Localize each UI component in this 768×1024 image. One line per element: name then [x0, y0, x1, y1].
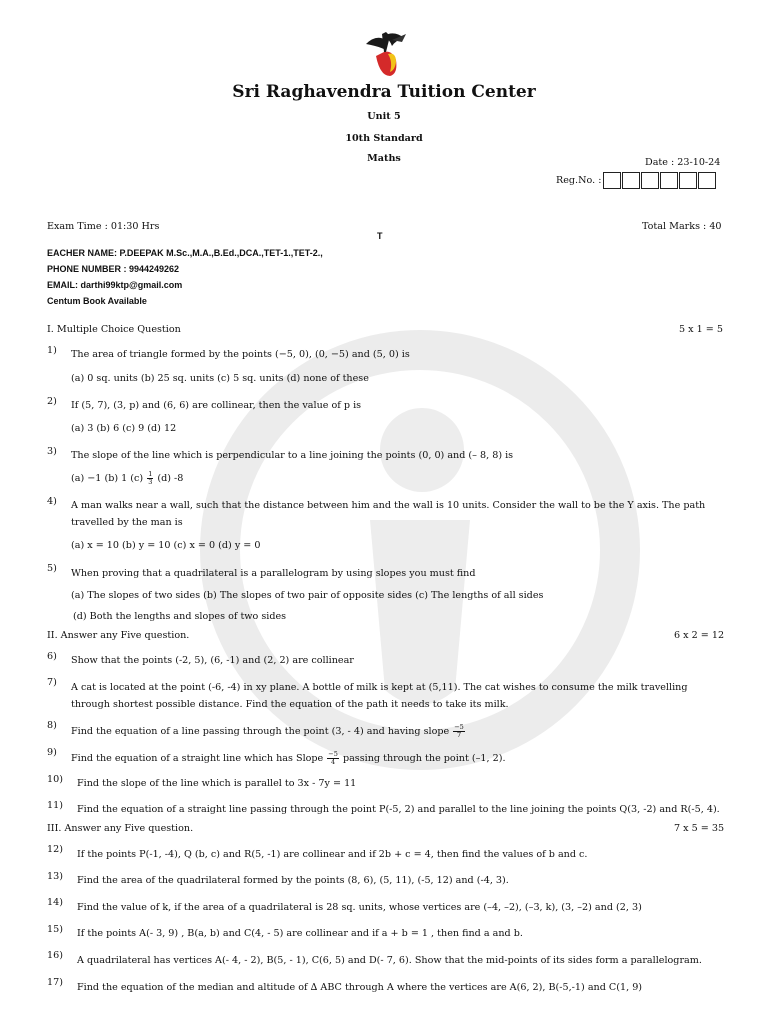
teacher-initial: T [377, 231, 383, 241]
question-number: 11) [47, 800, 63, 811]
reg-no-box[interactable] [660, 172, 678, 189]
reg-no-box[interactable] [698, 172, 716, 189]
question-text: through shortest possible distance. Find the equation of the path it needs to take its milk. [71, 699, 509, 710]
question-number: 14) [47, 897, 63, 908]
question-text: The slope of the line which is perpendicular to a line joining the points (0, 0) and (– 8, 8) is [71, 450, 514, 461]
question-text: Find the equation of a line passing through the point (3, - 4) and having slope $\frac{-5}{7}$ [71, 723, 464, 739]
question-text: A man walks near a wall, such that the distance between him and the wall is 10 units. Consider the wall to be the Y axis. The path [71, 500, 706, 511]
question-text: A cat is located at the point (-6, -4) in xy plane. A bottle of milk is kept at (5,11). The cat wishes to consume the milk travelling [71, 682, 688, 693]
section-title: I. Multiple Choice Question [47, 324, 181, 335]
question-number: 17) [47, 977, 63, 988]
teacher-name: EACHER NAME: P.DEEPAK M.Sc.,M.A.,B.Ed.,DCA.,TET-1.,TET-2., [47, 248, 323, 258]
email: EMAIL: darthi99ktp@gmail.com [47, 280, 183, 290]
reg-no-label: Reg.No. : [556, 175, 602, 186]
unit-label: Unit 5 [367, 111, 401, 122]
standard-label: 10th Standard [345, 133, 423, 144]
exam-time: Exam Time : 01:30 Hrs [47, 221, 160, 232]
question-text: Find the slope of the line which is parallel to 3x - 7y = 11 [77, 778, 357, 789]
question-number: 7) [47, 677, 57, 688]
institute-name: Sri Raghavendra Tuition Center [232, 82, 536, 102]
section-marks: 6 x 2 = 12 [674, 630, 725, 641]
fraction: $\frac{-5}{4}$ [328, 750, 338, 766]
question-text: Find the equation of a straight line which has Slope $\frac{-5}{4}$ passing through the point (–1, 2). [71, 750, 506, 766]
question-text: A quadrilateral has vertices A(- 4, - 2), B(5, - 1), C(6, 5) and D(- 7, 6). Show that the mid-points of its sides form a parallelogram. [77, 955, 702, 966]
reg-no-box[interactable] [679, 172, 697, 189]
question-options: (a) 3 (b) 6 (c) 9 (d) 12 [71, 423, 177, 434]
question-number: 12) [47, 844, 63, 855]
section-title: II. Answer any Five question. [47, 630, 190, 641]
question-options: (a) −1 (b) 1 (c) $\frac{1}{3}$ (d) -8 [71, 470, 184, 486]
question-options: (a) 0 sq. units (b) 25 sq. units (c) 5 sq. units (d) none of these [71, 373, 369, 384]
question-number: 5) [47, 563, 57, 574]
total-marks: Total Marks : 40 [642, 221, 722, 232]
question-number: 9) [47, 747, 57, 758]
question-number: 2) [47, 396, 57, 407]
question-number: 13) [47, 871, 63, 882]
section-marks: 5 x 1 = 5 [679, 324, 723, 335]
question-number: 8) [47, 720, 57, 731]
subject-label: Maths [367, 153, 401, 164]
question-text: When proving that a quadrilateral is a parallelogram by using slopes you must find [71, 568, 476, 579]
section-marks: 7 x 5 = 35 [674, 823, 725, 834]
question-text: Find the equation of the median and altitude of ∆ ABC through A where the vertices are A(6, 2), B(-5,-1) and C(1, 9) [77, 982, 643, 993]
question-number: 3) [47, 446, 57, 457]
question-number: 1) [47, 345, 57, 356]
question-number: 16) [47, 950, 63, 961]
fraction: $\frac{1}{3}$ [148, 470, 153, 486]
question-text: Find the value of k, if the area of a quadrilateral is 28 sq. units, whose vertices are (–4, –2), (–3, k), (3, –2) and (2, 3) [77, 902, 642, 913]
reg-no-box[interactable] [603, 172, 621, 189]
question-number: 15) [47, 924, 63, 935]
phone-number: PHONE NUMBER : 9944249262 [47, 264, 180, 274]
exam-date: Date : 23-10-24 [645, 157, 721, 168]
fraction: $\frac{-5}{7}$ [454, 723, 464, 739]
question-number: 10) [47, 774, 63, 785]
question-text: The area of triangle formed by the points (−5, 0), (0, −5) and (5, 0) is [71, 349, 410, 360]
reg-no-box[interactable] [641, 172, 659, 189]
book-note: Centum Book Available [47, 296, 147, 306]
question-text: travelled by the man is [71, 517, 183, 528]
question-text: Find the equation of a straight line passing through the point P(-5, 2) and parallel to the line joining the points Q(3, -2) and R(-5, 4). [77, 804, 720, 815]
question-text: If the points P(-1, -4), Q (b, c) and R(5, -1) are collinear and if 2b + c = 4, then find the values of b and c. [77, 849, 588, 860]
institute-emblem-icon [362, 30, 408, 78]
question-options: (a) The slopes of two sides (b) The slopes of two pair of opposite sides (c) The lengths of all sides [71, 590, 544, 601]
question-options: (d) Both the lengths and slopes of two sides [73, 611, 287, 622]
question-text: Show that the points (-2, 5), (6, -1) and (2, 2) are collinear [71, 655, 354, 666]
section-title: III. Answer any Five question. [47, 823, 194, 834]
question-text: If the points A(- 3, 9) , B(a, b) and C(4, - 5) are collinear and if a + b = 1 , then find a and b. [77, 928, 523, 939]
reg-no-box[interactable] [622, 172, 640, 189]
question-options: (a) x = 10 (b) y = 10 (c) x = 0 (d) y = 0 [71, 540, 261, 551]
question-text: If (5, 7), (3, p) and (6, 6) are collinear, then the value of p is [71, 400, 362, 411]
question-number: 6) [47, 651, 57, 662]
question-number: 4) [47, 496, 57, 507]
question-text: Find the area of the quadrilateral formed by the points (8, 6), (5, 11), (-5, 12) and (-4, 3). [77, 875, 509, 886]
